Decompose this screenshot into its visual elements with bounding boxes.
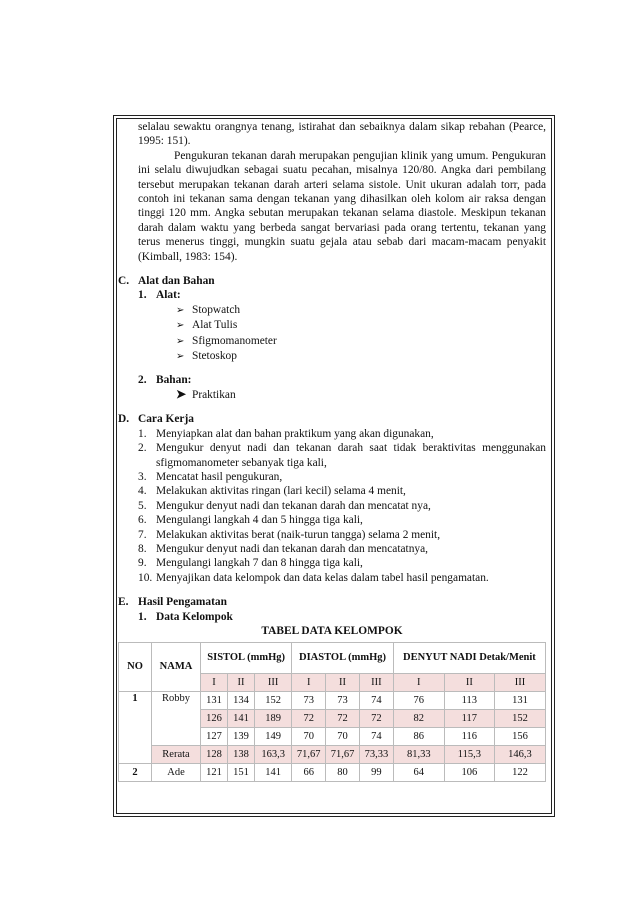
table-cell: 113: [444, 692, 494, 710]
table-cell: 80: [326, 764, 360, 782]
table-cell: 156: [494, 728, 545, 746]
step-number: 5.: [138, 499, 147, 512]
table-cell: 73,33: [359, 746, 393, 764]
intro-paragraph-2: Pengukuran tekanan darah merupakan pengujian klinik yang umum. Pengukuran ini selalu diwujudkan sebagai suatu pecahan, misalnya 120/80. Angka dari pembilang tersebut merupakan tekanan darah arteri selama sistole. Unit ukuran adalah torr, pada contoh ini tekanan sama dengan tekanan yang dihasilkan oleh kolom air raksa dengan tinggi 120 mm. Angka sebutan merupakan tekanan selama diastole. Meskipun tekanan darah dalam waktu yang berbeda sangat bervariasi pada orang tertentu, tekanan yang terus menerus tinggi, mungkin suatu gejala atau sebab dari macam-macam penyakit (Kimball, 1983: 154).: [138, 149, 546, 263]
roman-header: III: [255, 674, 292, 692]
table-cell: 76: [393, 692, 444, 710]
table-title: TABEL DATA KELOMPOK: [261, 625, 403, 637]
bahan-title: Bahan:: [156, 373, 192, 386]
list-item: [138, 499, 546, 513]
table-cell: 66: [292, 764, 326, 782]
list-item: [138, 542, 546, 556]
row-number: 2: [119, 764, 152, 782]
data-kelompok-title: Data Kelompok: [156, 610, 233, 623]
row-name: Ade: [152, 764, 201, 782]
table-cell: 141: [255, 764, 292, 782]
section-e-title: Hasil Pengamatan: [138, 596, 227, 609]
section-d-letter: D.: [118, 413, 130, 426]
table-cell: 72: [292, 710, 326, 728]
roman-header: I: [292, 674, 326, 692]
alat-item: Sfigmomanometer: [192, 334, 277, 347]
table-cell: 134: [228, 692, 255, 710]
col-header-no: NO: [119, 643, 152, 692]
table-cell: 163,3: [255, 746, 292, 764]
step-text: Menyajikan data kelompok dan data kelas dalam tabel hasil pengamatan.: [156, 571, 489, 584]
list-item: [176, 318, 546, 333]
table-cell: 127: [201, 728, 228, 746]
col-header-sistol: SISTOL (mmHg): [201, 643, 292, 674]
arrow-bullet-icon: ➢: [176, 351, 185, 363]
bahan-heading: [138, 373, 546, 387]
alat-title: Alat:: [156, 289, 181, 302]
roman-header: III: [494, 674, 545, 692]
section-d-heading: [118, 412, 546, 426]
table-cell: 86: [393, 728, 444, 746]
arrow-bullet-icon: ➢: [176, 304, 185, 316]
col-header-nama: NAMA: [152, 643, 201, 692]
step-text: Mengukur denyut nadi dan tekanan darah dan mencatatnya,: [156, 542, 429, 555]
list-item: [176, 303, 546, 318]
table-cell: 70: [292, 728, 326, 746]
roman-header: I: [393, 674, 444, 692]
arrow-bullet-icon: ➢: [176, 320, 185, 332]
step-text: Mengukur denyut nadi dan tekanan darah dan mencatat nya,: [156, 499, 431, 512]
chevron-bullet-icon: ➤: [176, 386, 187, 401]
bahan-item: Praktikan: [192, 388, 236, 401]
table-cell: 189: [255, 710, 292, 728]
section-d-title: Cara Kerja: [138, 413, 194, 426]
table-cell: 73: [326, 692, 360, 710]
table-cell: 71,67: [292, 746, 326, 764]
table-cell: 72: [326, 710, 360, 728]
table-cell: 71,67: [326, 746, 360, 764]
step-text: Melakukan aktivitas ringan (lari kecil) selama 4 menit,: [156, 485, 406, 498]
table-cell: 149: [255, 728, 292, 746]
table-cell: 146,3: [494, 746, 545, 764]
data-table: [118, 642, 546, 782]
table-cell: 73: [292, 692, 326, 710]
list-item: [138, 441, 546, 470]
table-row: [119, 764, 546, 782]
roman-header: II: [326, 674, 360, 692]
list-item: [138, 571, 546, 585]
list-item: [138, 513, 546, 527]
table-cell: 70: [326, 728, 360, 746]
table-cell: 126: [201, 710, 228, 728]
table-cell: 74: [359, 692, 393, 710]
data-kelompok-heading: [138, 610, 546, 624]
list-item: [176, 387, 546, 402]
table-cell: 152: [494, 710, 545, 728]
list-item: [138, 470, 546, 484]
table-cell: 151: [228, 764, 255, 782]
step-number: 8.: [138, 542, 147, 555]
step-text: Mengulangi langkah 7 dan 8 hingga tiga kali,: [156, 557, 363, 570]
table-cell: 117: [444, 710, 494, 728]
table-cell: 81,33: [393, 746, 444, 764]
bahan-list: [176, 387, 546, 402]
roman-header: III: [359, 674, 393, 692]
table-cell: 131: [494, 692, 545, 710]
section-e-letter: E.: [118, 596, 129, 609]
list-item: [138, 528, 546, 542]
table-cell: 139: [228, 728, 255, 746]
table-row: [119, 692, 546, 710]
table-cell: 72: [359, 710, 393, 728]
step-text: Menyiapkan alat dan bahan praktikum yang akan digunakan,: [156, 427, 434, 440]
list-item: [138, 427, 546, 441]
step-number: 7.: [138, 528, 147, 541]
table-cell: 116: [444, 728, 494, 746]
table-header-row: [119, 643, 546, 674]
list-item: [176, 349, 546, 364]
row-name: Robby: [152, 692, 201, 746]
table-cell: 121: [201, 764, 228, 782]
step-text: Mengulangi langkah 4 dan 5 hingga tiga kali,: [156, 514, 363, 527]
table-cell: 106: [444, 764, 494, 782]
table-cell: 115,3: [444, 746, 494, 764]
section-c-title: Alat dan Bahan: [138, 275, 215, 288]
rerata-label: Rerata: [152, 746, 201, 764]
alat-item: Stopwatch: [192, 303, 241, 316]
table-cell: 122: [494, 764, 545, 782]
step-number: 9.: [138, 557, 147, 570]
steps-list: [138, 427, 546, 585]
step-number: 6.: [138, 514, 147, 527]
col-header-diastol: DIASTOL (mmHg): [292, 643, 394, 674]
section-c-letter: C.: [118, 275, 130, 288]
table-cell: 131: [201, 692, 228, 710]
table-cell: 99: [359, 764, 393, 782]
table-cell: 138: [228, 746, 255, 764]
list-item: [138, 484, 546, 498]
table-cell: 82: [393, 710, 444, 728]
data-kelompok-number: 1.: [138, 610, 147, 623]
intro-paragraph-1: selalau sewaktu orangnya tenang, istirahat dan sebaiknya dalam sikap rebahan (Pearce, 1995: 151).: [138, 121, 546, 148]
section-e-heading: [118, 595, 546, 609]
col-header-denyut: DENYUT NADI Detak/Menit: [393, 643, 545, 674]
table-cell: 141: [228, 710, 255, 728]
arrow-bullet-icon: ➢: [176, 335, 185, 347]
step-number: 2.: [138, 442, 147, 455]
step-text: Mengukur denyut nadi dan tekanan darah saat tidak beraktivitas menggunakan sfigmomanometer sebanyak tiga kali,: [156, 442, 546, 469]
list-item: [138, 556, 546, 570]
table-cell: 64: [393, 764, 444, 782]
table-row-rerata: [119, 746, 546, 764]
roman-header: II: [444, 674, 494, 692]
alat-list: [176, 303, 546, 365]
document-body: [118, 120, 546, 782]
step-number: 10.: [138, 571, 153, 584]
alat-heading: [138, 288, 546, 302]
bahan-number: 2.: [138, 373, 147, 386]
table-cell: 152: [255, 692, 292, 710]
row-number: 1: [119, 692, 152, 764]
roman-header: I: [201, 674, 228, 692]
step-text: Melakukan aktivitas berat (naik-turun tangga) selama 2 menit,: [156, 528, 441, 541]
table-cell: 74: [359, 728, 393, 746]
step-number: 1.: [138, 427, 147, 440]
step-text: Mencatat hasil pengukuran,: [156, 470, 283, 483]
alat-number: 1.: [138, 289, 147, 302]
table-cell: 128: [201, 746, 228, 764]
step-number: 4.: [138, 485, 147, 498]
section-c-heading: [118, 274, 546, 288]
alat-item: Alat Tulis: [192, 319, 238, 332]
step-number: 3.: [138, 470, 147, 483]
alat-item: Stetoskop: [192, 350, 237, 363]
list-item: [176, 334, 546, 349]
roman-header: II: [228, 674, 255, 692]
